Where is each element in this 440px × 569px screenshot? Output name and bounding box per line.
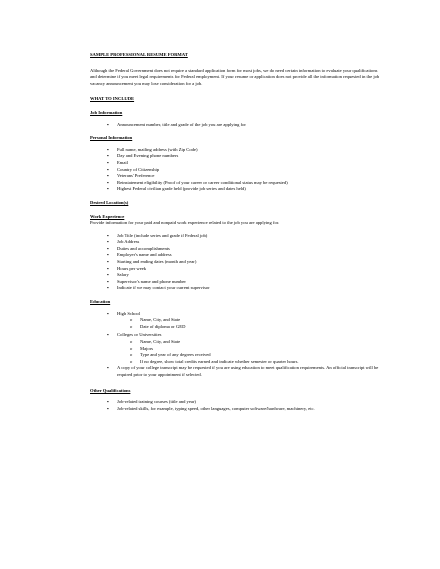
- sub-list-item: o If no degree, show total credits earned and indicate whether semester or quarter hours.: [90, 359, 380, 366]
- list-item: ▪ Job Title (include series and grade if Federal job): [90, 233, 380, 240]
- sub-list-item: o Majors: [90, 346, 380, 353]
- sub-list-item: o Date of diploma or GED: [90, 324, 380, 331]
- document-title: SAMPLE PROFESSIONAL RESUME FORMAT: [90, 52, 188, 57]
- list-item: ▪ A copy of your college transcript may be requested if you are using education to meet qualification requirements. An official transcript will be required prior to your appointment if selected.: [90, 365, 380, 378]
- resume-format-content: [90, 52, 380, 419]
- list-item: ▪ Day and Evening phone numbers: [90, 153, 380, 160]
- list-item: ▪ Email: [90, 160, 380, 167]
- job-information-list: [90, 122, 380, 129]
- list-item: ▪ Full name, mailing address (with Zip Code): [90, 147, 380, 154]
- sub-list-item: o Name, City, and State: [90, 339, 380, 346]
- list-item: ▪ Job-related skills, for example, typing speed, other languages, computer software/hardware, machinery, etc.: [90, 406, 380, 413]
- work-experience-heading: Work Experience: [90, 213, 125, 219]
- other-qualifications-heading: Other Qualifications: [90, 387, 131, 393]
- list-item: ▪ Indicate if we may contact your current supervisor: [90, 285, 380, 292]
- education-heading: Education: [90, 299, 111, 305]
- other-qualifications-list: [90, 399, 380, 412]
- list-item: ▪ High School: [90, 311, 380, 318]
- list-item: ▪ Reinstatement eligibility (Proof of your career or career conditional status may be requested): [90, 180, 380, 187]
- list-item: ▪ Job-related training courses (title and year): [90, 399, 380, 406]
- job-information-heading: Job Information: [90, 109, 123, 115]
- work-experience-description: Provide information for your paid and nonpaid work experience related to the job you are applying for.: [90, 220, 280, 226]
- list-item: ▪ Supervisor's name and phone number: [90, 279, 380, 286]
- list-item: ▪ Veterans' Preference: [90, 173, 380, 180]
- desired-location-heading: Desired Location(s): [90, 199, 129, 205]
- intro-paragraph: Although the Federal Government does not require a standard application form for most jobs, we do need certain information to evaluate your qualifications and determine if you meet legal requirements for Federal employment. If your resume or application does not provide all the information requested in the job vacancy announcement you may lose consideration for a job.: [90, 67, 380, 86]
- list-item: ▪ Employer's name and address: [90, 252, 380, 259]
- list-item: ▪ Starting and ending dates (month and year): [90, 259, 380, 266]
- list-item: ▪ Highest Federal civilian grade held (provide job series and dates held): [90, 186, 380, 193]
- sub-list-item: o Name, City, and State: [90, 317, 380, 324]
- what-to-include-heading: WHAT TO INCLUDE: [90, 96, 135, 102]
- list-item: ▪ Hours per week: [90, 266, 380, 273]
- list-item: ▪ Country of Citizenship: [90, 167, 380, 174]
- work-experience-list: [90, 233, 380, 292]
- list-item: ▪ Colleges or Universities: [90, 332, 380, 339]
- list-item: ▪ Salary: [90, 272, 380, 279]
- list-item: ▪ Announcement number, title and grade of the job you are applying for: [90, 122, 380, 129]
- personal-information-heading: Personal Information: [90, 135, 133, 141]
- list-item: ▪ Duties and accomplishments: [90, 246, 380, 253]
- personal-information-list: [90, 147, 380, 193]
- list-item: ▪ Job Address: [90, 239, 380, 246]
- education-list: [90, 311, 380, 379]
- sub-list-item: o Type and year of any degrees received: [90, 352, 380, 359]
